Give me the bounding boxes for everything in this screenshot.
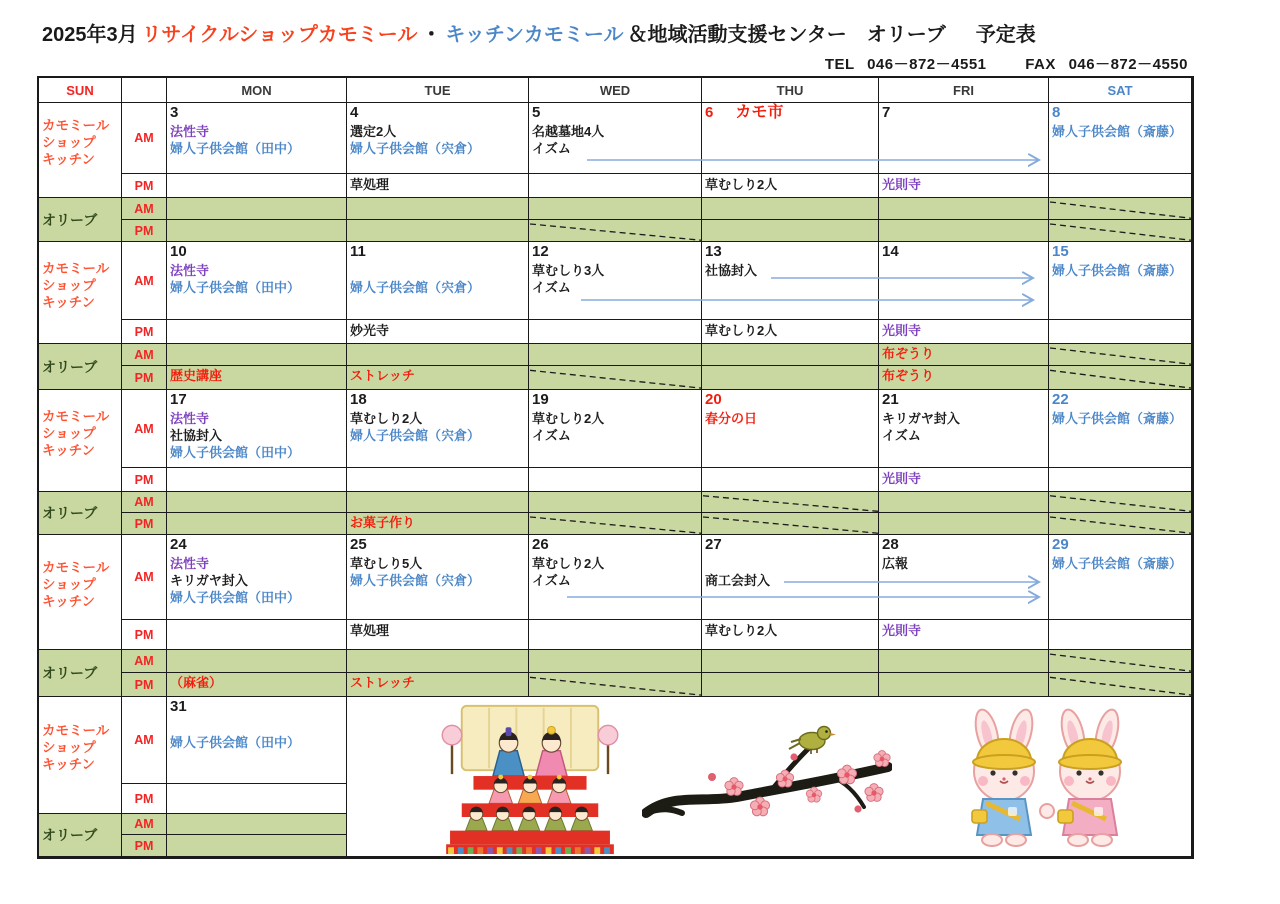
day-number: 10 (170, 243, 187, 260)
day-cell-olive-am (1049, 344, 1192, 366)
day-cell-am (167, 535, 347, 620)
contact-info (817, 53, 1188, 74)
row-label-line: キッチン (42, 152, 96, 167)
closed-strike-line (529, 513, 702, 535)
row-label-olive: オリーブ (39, 492, 122, 535)
schedule-entry: （麻雀） (170, 675, 223, 690)
day-cell-olive-pm (1049, 513, 1192, 535)
olive-am-row-label: AM (122, 650, 167, 673)
am-row-label: AM (122, 697, 167, 784)
day-cell-olive-am (167, 492, 347, 513)
day-cell-olive-am (879, 344, 1049, 366)
day-cell-olive-am (529, 344, 702, 366)
day-cell-olive-pm (702, 366, 879, 390)
day-cell-am (702, 242, 879, 320)
schedule-entry: 布ぞうり (882, 346, 935, 361)
day-cell-olive-am (879, 198, 1049, 220)
day-cell-am (702, 103, 879, 174)
schedule-entry: 草処理 (350, 623, 390, 638)
day-cell-pm (167, 468, 347, 492)
schedule-entry: 婦人子供会館（斎藤） (1052, 411, 1183, 426)
closed-strike-line (529, 220, 702, 242)
day-cell-pm (167, 620, 347, 650)
day-cell-olive-pm (879, 673, 1049, 697)
olive-am-row-label: AM (122, 198, 167, 220)
schedule-entry: 歴史講座 (170, 368, 223, 383)
schedule-entry: 婦人子供会館（宍倉） (350, 573, 481, 588)
schedule-entry: 草処理 (350, 177, 390, 192)
day-cell-olive-am (347, 492, 529, 513)
day-cell-pm (1049, 468, 1192, 492)
schedule-entry: 草むしり5人 (350, 556, 423, 571)
weekday-header-row (39, 78, 1192, 103)
day-cell-pm (347, 320, 529, 344)
row-label-kamomiru-shop-kitchen (39, 390, 122, 492)
schedule-entry: 選定2人 (350, 124, 397, 139)
schedule-entry: 草むしり3人 (532, 263, 605, 278)
day-cell-pm (167, 320, 347, 344)
row-label-line: キッチン (42, 594, 96, 609)
row-label-line: ショップ (42, 577, 96, 592)
row-label-line: カモミール (42, 560, 110, 575)
row-label-line: キッチン (42, 757, 96, 772)
week-row-group (39, 242, 1192, 390)
schedule-entry: 光則寺 (882, 177, 922, 192)
day-number: 3 (170, 104, 179, 121)
schedule-entry: ストレッチ (350, 675, 415, 690)
schedule-entry: 妙光寺 (350, 323, 390, 338)
row-label-olive: オリーブ (39, 198, 122, 242)
am-row-label: AM (122, 535, 167, 620)
day-cell-olive-pm (529, 220, 702, 242)
day-cell-pm (347, 468, 529, 492)
day-cell-am (529, 390, 702, 468)
day-cell-pm (879, 174, 1049, 198)
olive-am-row-label: AM (122, 344, 167, 366)
row-label-line: キッチン (42, 442, 96, 458)
olive-pm-row-label: PM (122, 513, 167, 535)
page-title (42, 18, 1040, 47)
day-number: 24 (170, 536, 187, 553)
schedule-entry: 草むしり2人 (532, 556, 605, 571)
day-cell-olive-pm (702, 673, 879, 697)
day-cell-am (702, 390, 879, 468)
day-cell-olive-am (702, 492, 879, 513)
row-label-line: カモミール (42, 260, 110, 276)
weekday-header-mon: MON (167, 78, 347, 103)
day-cell-olive-pm (167, 220, 347, 242)
day-cell-am (1049, 535, 1192, 620)
day-cell-am (167, 390, 347, 468)
day-cell-olive-am (167, 198, 347, 220)
day-cell-olive-am (167, 344, 347, 366)
row-label-line: ショップ (42, 135, 96, 150)
day-cell-am (347, 390, 529, 468)
day-cell-am (167, 697, 347, 784)
day-cell-olive-pm (1049, 673, 1192, 697)
olive-pm-row-label: PM (122, 673, 167, 697)
schedule-entry: 法性寺 (170, 124, 210, 139)
day-cell-olive-pm (167, 673, 347, 697)
day-cell-olive-pm (347, 220, 529, 242)
row-label-kamomiru-shop-kitchen (39, 535, 122, 650)
schedule-entry (170, 717, 343, 734)
kamo-ichi-banner: カモ市 (735, 104, 784, 121)
day-number: 15 (1052, 243, 1069, 260)
schedule-entry: 草むしり2人 (705, 623, 778, 638)
pm-row-label: PM (122, 468, 167, 492)
closed-strike-line (1049, 344, 1192, 366)
schedule-entry (350, 262, 525, 279)
schedule-entry: 光則寺 (882, 623, 922, 638)
day-cell-am (529, 242, 702, 320)
olive-pm-row-label: PM (122, 366, 167, 390)
schedule-entry: イズム (532, 141, 571, 156)
schedule-entry: 婦人子供会館（斎藤） (1052, 263, 1183, 278)
day-cell-olive-am (167, 814, 347, 835)
closed-strike-line (1049, 198, 1192, 220)
day-cell-pm (529, 620, 702, 650)
day-number: 5 (532, 104, 541, 121)
tel-label: TEL (824, 56, 855, 73)
day-number: 29 (1052, 536, 1069, 553)
rabbits-holding-hands-illustration (947, 707, 1147, 849)
schedule-entry: 草むしり2人 (705, 177, 778, 192)
day-number: 18 (350, 391, 367, 408)
row-label-kamomiru-shop-kitchen (39, 103, 122, 198)
day-cell-pm (879, 620, 1049, 650)
day-cell-olive-am (529, 198, 702, 220)
day-cell-olive-am (529, 492, 702, 513)
am-row-label: AM (122, 103, 167, 174)
am-row-label: AM (122, 390, 167, 468)
day-cell-olive-pm (1049, 366, 1192, 390)
day-number: 28 (882, 536, 899, 553)
row-label-line: ショップ (42, 740, 96, 755)
schedule-table (37, 76, 1194, 859)
schedule-entry: 法性寺 (170, 263, 210, 278)
day-cell-olive-pm (167, 366, 347, 390)
day-number: 6 カモ市 (705, 104, 784, 121)
schedule-entry (705, 555, 875, 572)
day-cell-olive-am (879, 492, 1049, 513)
tel-number: 046－872－4551 (867, 56, 987, 73)
day-cell-am (167, 103, 347, 174)
illustration-area (347, 697, 1192, 857)
day-cell-am (347, 103, 529, 174)
day-cell-olive-am (1049, 492, 1192, 513)
day-cell-am (529, 535, 702, 620)
pm-row-label: PM (122, 784, 167, 814)
hina-dolls-illustration (432, 700, 628, 856)
weekday-header-sat: SAT (1049, 78, 1192, 103)
day-cell-am (1049, 103, 1192, 174)
weekday-header-wed: WED (529, 78, 702, 103)
schedule-entry: 社協封入 (170, 428, 223, 443)
day-cell-olive-pm (879, 220, 1049, 242)
day-cell-olive-pm (167, 835, 347, 857)
closed-strike-line (702, 513, 879, 535)
day-cell-olive-am (347, 344, 529, 366)
schedule-entry: 婦人子供会館（斎藤） (1052, 556, 1183, 571)
day-cell-pm (879, 320, 1049, 344)
week-row-group (39, 535, 1192, 697)
day-cell-olive-pm (347, 513, 529, 535)
day-cell-pm (702, 320, 879, 344)
day-cell-olive-am (702, 344, 879, 366)
schedule-entry: 婦人子供会館（宍倉） (350, 141, 481, 156)
day-number: 22 (1052, 391, 1069, 408)
schedule-entry: イズム (532, 280, 571, 295)
pm-row-label: PM (122, 174, 167, 198)
day-number: 11 (350, 243, 366, 260)
day-number: 26 (532, 536, 549, 553)
day-cell-am (347, 242, 529, 320)
plum-branch-with-bush-warbler-illustration (642, 715, 892, 850)
closed-strike-line (1049, 220, 1192, 242)
schedule-entry: 婦人子供会館（田中） (170, 445, 301, 460)
olive-pm-row-label: PM (122, 835, 167, 857)
row-label-olive: オリーブ (39, 650, 122, 697)
day-cell-am (347, 535, 529, 620)
fax-label: FAX (1025, 56, 1056, 73)
day-cell-pm (1049, 320, 1192, 344)
schedule-entry: 婦人子供会館（田中） (170, 141, 301, 156)
schedule-entry: 婦人子供会館（田中） (170, 735, 301, 750)
schedule-entry: イズム (532, 573, 571, 588)
schedule-entry: 春分の日 (705, 411, 758, 426)
day-cell-pm (529, 174, 702, 198)
schedule-entry: 草むしり2人 (705, 323, 778, 338)
schedule-entry: 婦人子供会館（宍倉） (350, 428, 481, 443)
row-label-line: カモミール (42, 408, 110, 424)
day-cell-olive-pm (879, 513, 1049, 535)
day-cell-am (1049, 242, 1192, 320)
day-number: 12 (532, 243, 549, 260)
day-cell-olive-pm (529, 513, 702, 535)
day-cell-pm (347, 174, 529, 198)
schedule-entry: イズム (532, 428, 571, 443)
weekday-header-sun: SUN (39, 78, 122, 103)
day-cell-olive-pm (702, 220, 879, 242)
day-cell-pm (529, 468, 702, 492)
day-cell-am (1049, 390, 1192, 468)
day-cell-am (879, 535, 1049, 620)
day-cell-olive-pm (1049, 220, 1192, 242)
day-number: 4 (350, 104, 359, 121)
week-row-group (39, 390, 1192, 535)
day-cell-pm (702, 620, 879, 650)
day-number: 14 (882, 243, 899, 260)
schedule-entry: 法性寺 (170, 556, 210, 571)
title-separator: ・ (421, 24, 442, 46)
day-cell-am (879, 242, 1049, 320)
day-number: 25 (350, 536, 367, 553)
schedule-entry: お菓子作り (350, 515, 416, 530)
day-number: 17 (170, 391, 187, 408)
pm-row-label: PM (122, 320, 167, 344)
closed-strike-line (1049, 650, 1192, 673)
schedule-entry: 社協封入 (705, 263, 758, 278)
schedule-entry: 婦人子供会館（田中） (170, 280, 301, 295)
day-number: 31 (170, 698, 187, 715)
day-number: 21 (882, 391, 899, 408)
day-cell-olive-am (702, 650, 879, 673)
day-cell-am (879, 390, 1049, 468)
row-label-kamomiru-shop-kitchen (39, 697, 122, 814)
day-cell-pm (167, 784, 347, 814)
row-label-line: カモミール (42, 118, 110, 133)
row-label-olive: オリーブ (39, 814, 122, 857)
schedule-entry: 広報 (882, 556, 909, 571)
fax-number: 046－872－4550 (1068, 56, 1188, 73)
day-cell-pm (347, 620, 529, 650)
day-cell-olive-am (529, 650, 702, 673)
schedule-entry: 法性寺 (170, 411, 210, 426)
day-cell-olive-am (702, 198, 879, 220)
schedule-entry: 草むしり2人 (350, 411, 423, 426)
schedule-entry: キリガヤ封入 (882, 411, 960, 426)
closed-strike-line (1049, 366, 1192, 390)
day-cell-pm (167, 174, 347, 198)
title-shop: リサイクルショップカモミール (141, 24, 418, 46)
day-cell-olive-am (347, 650, 529, 673)
schedule-entry: 光則寺 (882, 471, 922, 486)
closed-strike-line (1049, 513, 1192, 535)
title-month: 2025年3月 (42, 24, 138, 46)
row-label-olive: オリーブ (39, 344, 122, 390)
day-cell-olive-pm (702, 513, 879, 535)
day-cell-pm (879, 468, 1049, 492)
closed-strike-line (529, 673, 702, 697)
schedule-entry: 婦人子供会館（宍倉） (350, 280, 481, 295)
day-cell-pm (1049, 620, 1192, 650)
weekday-header-tue: TUE (347, 78, 529, 103)
schedule-entry: キリガヤ封入 (170, 573, 248, 588)
day-cell-olive-pm (167, 513, 347, 535)
day-cell-olive-am (167, 650, 347, 673)
schedule-entry: 婦人子供会館（田中） (170, 590, 301, 605)
day-cell-pm (529, 320, 702, 344)
row-label-line: ショップ (42, 277, 96, 293)
title-center: ＆地域活動支援センター オリーブ (627, 24, 946, 46)
day-cell-olive-pm (529, 366, 702, 390)
day-cell-pm (702, 468, 879, 492)
closed-strike-line (702, 492, 879, 513)
row-label-line: ショップ (42, 425, 96, 441)
schedule-entry: 婦人子供会館（斎藤） (1052, 124, 1183, 139)
day-cell-olive-pm (529, 673, 702, 697)
week-row-group (39, 697, 1192, 857)
schedule-entry: 商工会封入 (705, 573, 771, 588)
row-label-line: カモミール (42, 723, 110, 738)
am-row-label: AM (122, 242, 167, 320)
header-ampm-spacer (122, 78, 167, 103)
day-cell-olive-pm (879, 366, 1049, 390)
olive-am-row-label: AM (122, 814, 167, 835)
day-cell-olive-am (879, 650, 1049, 673)
day-number: 27 (705, 536, 722, 553)
day-number: 7 (882, 104, 891, 121)
day-cell-am (702, 535, 879, 620)
day-cell-olive-am (1049, 650, 1192, 673)
day-number: 8 (1052, 104, 1061, 121)
closed-strike-line (1049, 673, 1192, 697)
day-cell-pm (1049, 174, 1192, 198)
week-row-group (39, 103, 1192, 242)
day-cell-am (167, 242, 347, 320)
day-number: 19 (532, 391, 549, 408)
day-cell-olive-pm (347, 673, 529, 697)
day-cell-pm (702, 174, 879, 198)
day-cell-am (879, 103, 1049, 174)
schedule-entry: 布ぞうり (882, 368, 935, 383)
row-label-line: キッチン (42, 294, 96, 310)
schedule-entry: 光則寺 (882, 323, 922, 338)
day-number: 13 (705, 243, 722, 260)
schedule-entry: イズム (882, 428, 921, 443)
weekday-header-fri: FRI (879, 78, 1049, 103)
title-kitchen: キッチンカモミール (445, 24, 624, 46)
schedule-entry: 名越墓地4人 (532, 124, 605, 139)
title-suffix: 予定表 (975, 24, 1036, 46)
schedule-entry: 草むしり2人 (532, 411, 605, 426)
day-cell-am (529, 103, 702, 174)
pm-row-label: PM (122, 620, 167, 650)
closed-strike-line (529, 366, 702, 390)
day-cell-olive-am (347, 198, 529, 220)
row-label-kamomiru-shop-kitchen (39, 242, 122, 344)
olive-am-row-label: AM (122, 492, 167, 513)
day-number: 20 (705, 391, 722, 408)
schedule-entry: ストレッチ (350, 368, 415, 383)
weekday-header-thu: THU (702, 78, 879, 103)
day-cell-olive-am (1049, 198, 1192, 220)
day-cell-olive-pm (347, 366, 529, 390)
closed-strike-line (1049, 492, 1192, 513)
olive-pm-row-label: PM (122, 220, 167, 242)
